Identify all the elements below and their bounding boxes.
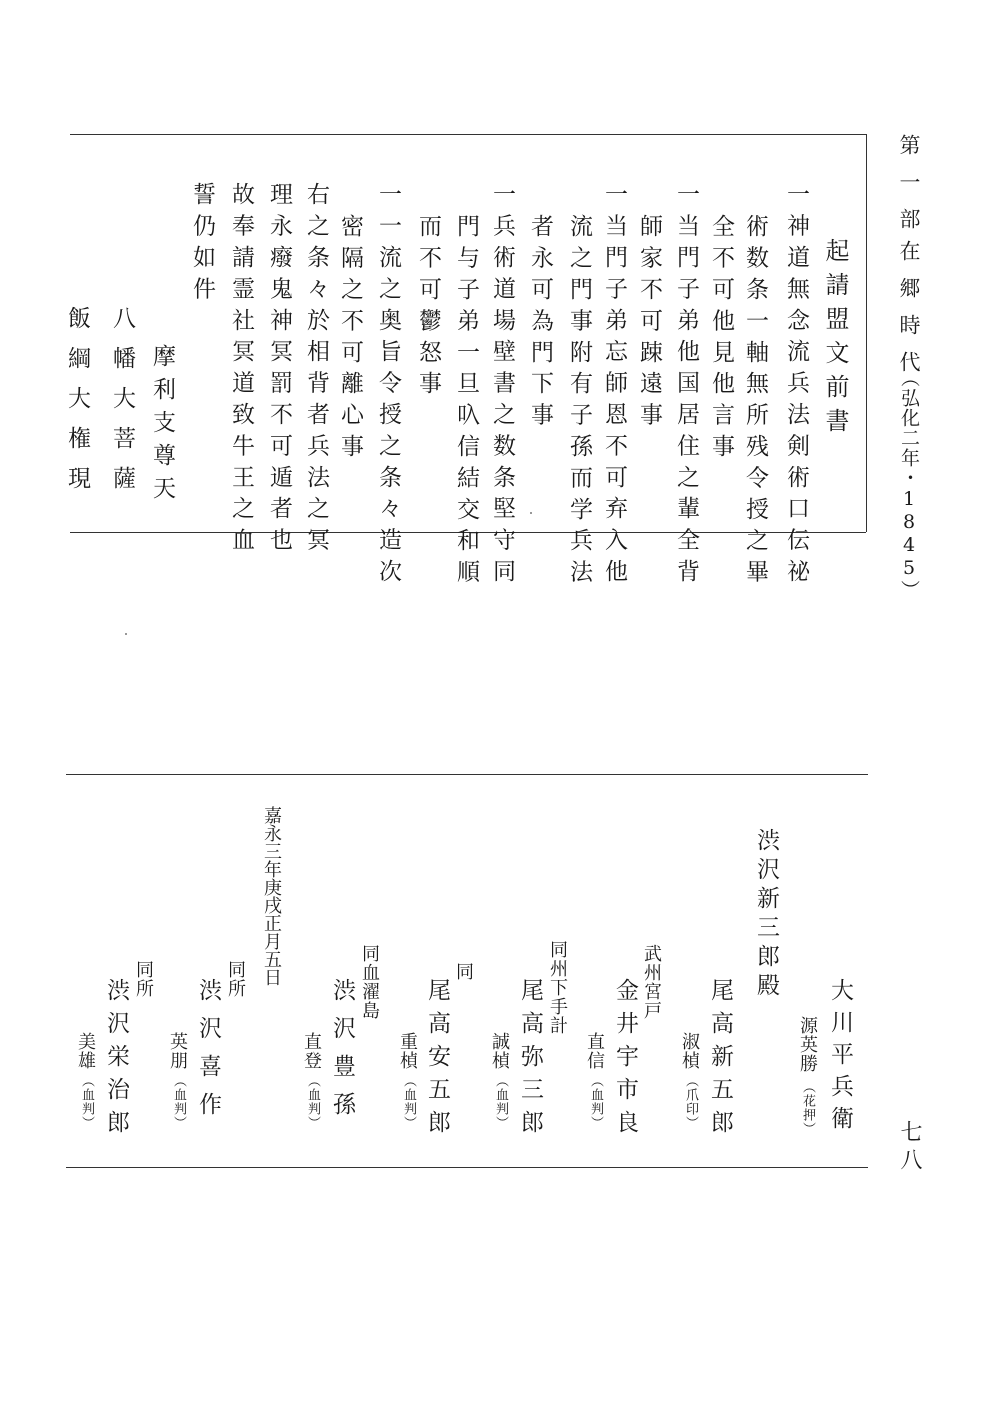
- signer-7-seal: （血判）: [79, 1074, 94, 1130]
- oath-line-3: 全不可他見他言事: [708, 214, 734, 466]
- signer-1-seal: （爪印）: [683, 1074, 698, 1130]
- signer-3-seal: （血判）: [493, 1074, 508, 1130]
- oath-line-8: 者永可為門下事: [527, 214, 553, 434]
- signer-5-prefix: 同血濯島: [359, 944, 380, 1020]
- signer-2-surname: 金井宇市良: [612, 978, 638, 1143]
- deity-marishiten: 摩利支尊天: [149, 344, 175, 509]
- oath-line-15: 理永癈鬼神冥罰不可遁者也: [266, 182, 292, 559]
- running-header-title: 在郷時代: [897, 240, 921, 388]
- signer-7-prefix: 同所: [133, 960, 154, 998]
- deity-hachiman: 八幡大菩薩: [109, 306, 135, 506]
- oath-line-14: 右之条々於相背者兵法之冥: [303, 182, 329, 559]
- teacher-given-name: 源英勝: [797, 1016, 818, 1073]
- signer-4-seal: （血判）: [401, 1074, 416, 1130]
- signer-3-surname: 尾高弥三郎: [517, 978, 543, 1143]
- teacher-seal: （花押）: [800, 1080, 815, 1136]
- oath-line-16: 故奉請霊社冥道致牛王之血: [228, 182, 254, 559]
- oath-line-4: 一当門子弟他国居住之輩全背: [673, 182, 699, 591]
- top-rule: [70, 134, 866, 135]
- signer-1-given: 淑楨: [679, 1032, 700, 1070]
- signer-6-given: 英朋: [167, 1032, 188, 1070]
- scan-speck: [125, 633, 127, 635]
- oath-line-7: 流之門事附有子孫而学兵法: [566, 214, 592, 591]
- oath-line-5: 師家不可踈遠事: [636, 214, 662, 434]
- middle-rule: [66, 774, 868, 775]
- deity-izuna: 飯綱大権現: [64, 306, 90, 506]
- oath-line-12: 一一流之奥旨令授之条々造次: [375, 182, 401, 591]
- signer-2-seal: （血判）: [588, 1074, 603, 1130]
- signer-6-surname: 渋沢喜作: [195, 978, 221, 1130]
- oath-title: 起請盟文前書: [821, 238, 849, 442]
- signer-2-given: 直信: [584, 1032, 605, 1070]
- scan-speck: [530, 512, 532, 514]
- oath-line-10: 門与子弟一旦叺信結交和順: [453, 214, 479, 591]
- oath-line-11: 而不可鬱怒事: [415, 214, 441, 403]
- signer-6-prefix: 同所: [225, 960, 246, 998]
- signer-7-surname: 渋沢栄治郎: [103, 978, 129, 1143]
- running-header-part: 第一部: [897, 134, 921, 245]
- running-header-era: （弘化二年・1845）: [898, 368, 920, 600]
- right-rule: [866, 134, 867, 532]
- oath-line-1: 一神道無念流兵法剣術口伝祕: [783, 182, 809, 591]
- signer-1-surname: 尾高新五郎: [707, 978, 733, 1143]
- signer-5-given: 直登: [301, 1032, 322, 1070]
- signer-5-surname: 渋沢豊孫: [329, 978, 355, 1130]
- signer-7-given: 美雄: [75, 1032, 96, 1070]
- signer-2-prefix: 武州宮戸: [641, 944, 662, 1020]
- signer-6-seal: （血判）: [171, 1074, 186, 1130]
- teacher-name: 大川平兵衛: [827, 978, 853, 1138]
- signer-3-prefix: 同州下手計: [547, 940, 568, 1035]
- signer-3-given: 誠楨: [489, 1032, 510, 1070]
- addressee: 渋沢新三郎殿: [753, 828, 779, 1002]
- document-date: 嘉永三年庚戌正月五日: [261, 806, 282, 986]
- oath-line-13: 密隔之不可離心事: [337, 214, 363, 466]
- page-number: 七八: [897, 1120, 922, 1176]
- signer-5-seal: （血判）: [305, 1074, 320, 1130]
- oath-line-17: 誓仍如件: [189, 182, 215, 308]
- oath-line-6: 一当門子弟忘師恩不可弃入他: [601, 182, 627, 591]
- signer-4-surname: 尾高安五郎: [424, 978, 450, 1143]
- signer-4-given: 重楨: [397, 1032, 418, 1070]
- oath-line-2: 術数条一軸無所残令授之畢: [742, 214, 768, 591]
- oath-line-9: 一兵術道場壁書之数条堅守同: [489, 182, 515, 591]
- signer-4-prefix: 同: [453, 962, 474, 981]
- bottom-rule: [66, 1167, 868, 1168]
